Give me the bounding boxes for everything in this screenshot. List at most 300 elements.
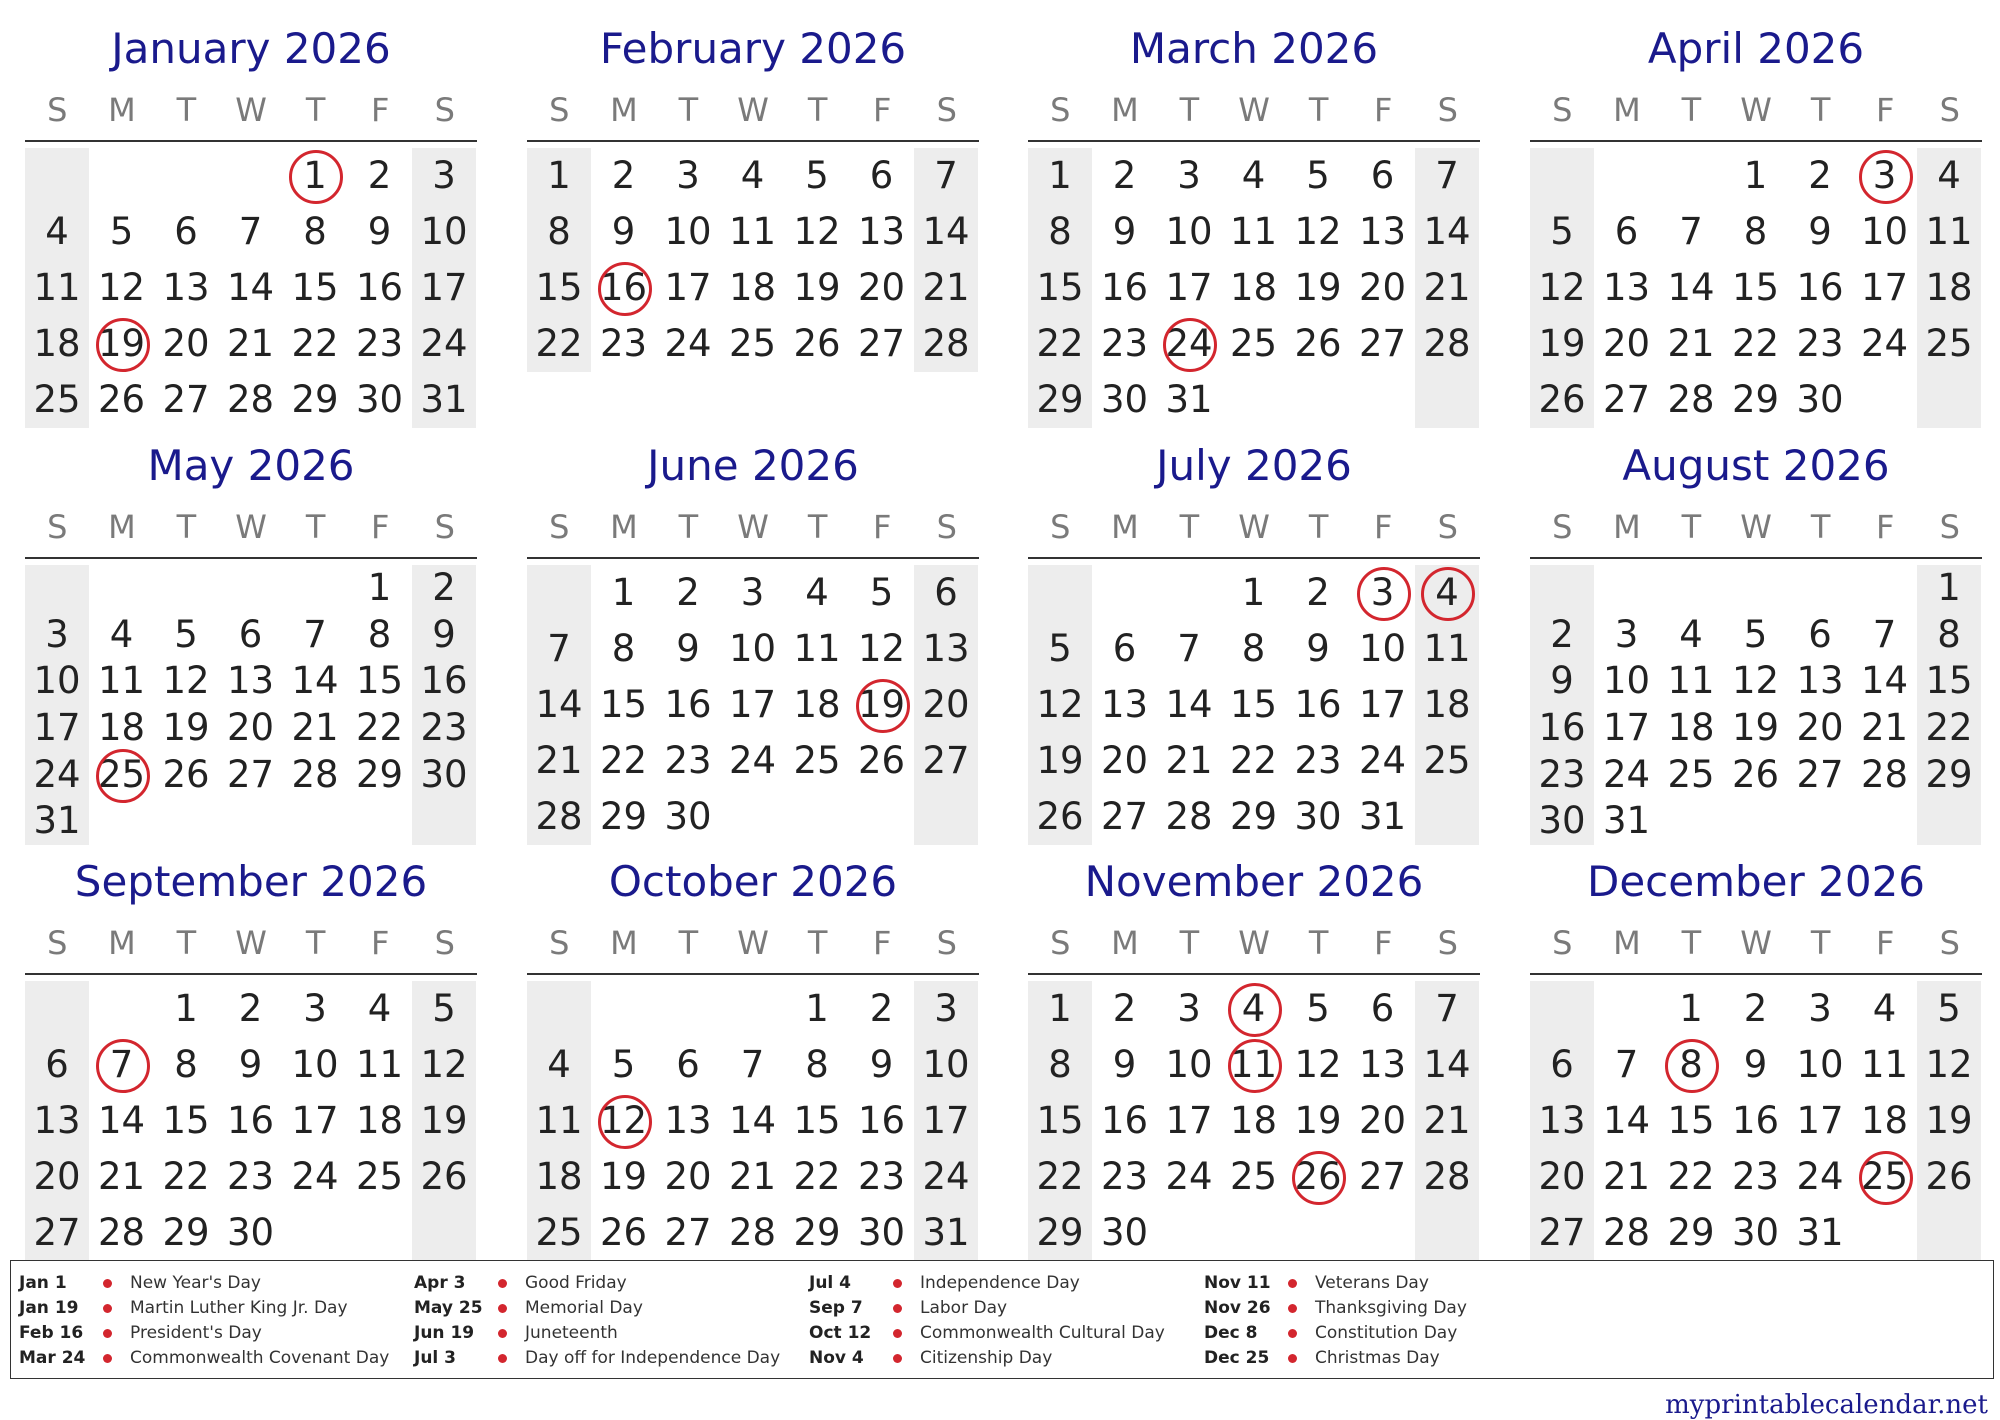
day-cell: 1 <box>805 987 829 1030</box>
day-cell: 8 <box>547 210 571 253</box>
day-cell: 14 <box>1860 659 1909 703</box>
day-cell: 10 <box>922 1043 970 1086</box>
weekday-header: T <box>1810 91 1831 129</box>
legend-holiday-name: Good Friday <box>525 1273 627 1293</box>
legend-item <box>809 1346 1199 1371</box>
weekday-header: S <box>936 91 957 129</box>
weekday-header: W <box>1238 924 1270 962</box>
day-cell: 13 <box>1796 659 1844 703</box>
day-cell: 12 <box>1294 210 1342 253</box>
weekday-header-row <box>527 499 979 555</box>
weekday-header: F <box>1373 508 1393 546</box>
day-cell: 17 <box>1165 1099 1213 1142</box>
weekday-header: S <box>1939 91 1960 129</box>
day-cell: 9 <box>367 210 392 253</box>
holiday-day-cell: 3 <box>1351 565 1415 621</box>
weekday-header: S <box>1437 508 1458 546</box>
legend-item <box>19 1296 409 1321</box>
day-cell: 18 <box>728 266 777 309</box>
day-cell: 5 <box>611 1043 636 1086</box>
day-cell: 15 <box>1229 683 1278 726</box>
weekday-header: T <box>1308 91 1329 129</box>
day-cell: 25 <box>728 322 777 365</box>
day-cell: 14 <box>226 266 275 309</box>
legend-item <box>809 1321 1199 1346</box>
weekday-header-row <box>25 82 477 138</box>
bullet-icon <box>498 1279 507 1288</box>
day-cell: 29 <box>1036 1211 1084 1254</box>
day-cell: 19 <box>1538 322 1586 365</box>
legend-column <box>414 1271 804 1371</box>
weekday-header: W <box>1238 508 1270 546</box>
weekday-header: W <box>737 91 769 129</box>
month-6 <box>527 435 979 838</box>
day-cell: 12 <box>1925 1043 1973 1086</box>
day-cell: 15 <box>162 1099 210 1142</box>
day-cell: 1 <box>367 566 392 609</box>
day-cell: 20 <box>1796 706 1844 749</box>
day-cell: 11 <box>728 210 777 253</box>
weekday-header: T <box>305 508 326 546</box>
weekday-header: W <box>235 91 267 129</box>
weekday-header: F <box>1875 91 1895 129</box>
day-cell: 18 <box>535 1155 583 1198</box>
day-cell: 23 <box>355 322 404 365</box>
day-cell: 13 <box>1358 1043 1407 1086</box>
legend-item <box>1204 1346 1594 1371</box>
day-cell: 30 <box>1538 799 1586 843</box>
bullet-icon <box>893 1354 902 1363</box>
day-cell: 12 <box>1538 266 1586 309</box>
day-cell: 2 <box>1112 987 1137 1030</box>
holiday-day-cell: 26 <box>1286 1149 1350 1205</box>
day-cell: 23 <box>1100 322 1149 365</box>
header-rule <box>25 557 477 559</box>
legend-holiday-name: Citizenship Day <box>920 1348 1053 1368</box>
legend-item <box>414 1296 804 1321</box>
day-cell: 22 <box>162 1155 210 1198</box>
legend-holiday-name: President's Day <box>130 1323 262 1343</box>
weekday-header: T <box>1810 924 1831 962</box>
day-cell: 3 <box>740 571 765 614</box>
day-cell: 22 <box>1667 1155 1715 1198</box>
day-cell: 10 <box>1796 1043 1844 1086</box>
day-cell: 23 <box>599 322 648 365</box>
day-cell: 14 <box>535 683 583 726</box>
weekday-header: T <box>678 924 699 962</box>
weekday-header: S <box>1552 924 1573 962</box>
day-cell: 17 <box>1796 1099 1844 1142</box>
month-12 <box>1530 851 1982 1254</box>
holiday-day-cell: 25 <box>1853 1149 1917 1205</box>
day-cell: 1 <box>547 154 571 197</box>
weekday-header: F <box>370 924 390 962</box>
day-cell: 17 <box>33 706 81 749</box>
day-cell: 21 <box>922 266 970 309</box>
legend-holiday-name: Day off for Independence Day <box>525 1348 781 1368</box>
day-cell: 15 <box>793 1099 841 1142</box>
day-cell: 24 <box>420 322 468 365</box>
day-cell: 16 <box>1100 1099 1149 1142</box>
day-cell: 6 <box>1370 154 1395 197</box>
day-cell: 11 <box>1925 210 1973 253</box>
legend-holiday-name: Christmas Day <box>1315 1348 1440 1368</box>
weekday-header: S <box>549 924 570 962</box>
holiday-day-cell: 16 <box>592 260 656 316</box>
day-cell: 15 <box>291 266 339 309</box>
day-cell: 5 <box>432 987 456 1030</box>
day-cell: 10 <box>664 210 712 253</box>
day-cell: 29 <box>599 795 648 838</box>
day-cell: 18 <box>1229 1099 1278 1142</box>
weekday-header: S <box>434 91 455 129</box>
day-cell: 16 <box>664 683 712 726</box>
day-cell: 19 <box>793 266 841 309</box>
weekday-header: S <box>1939 924 1960 962</box>
day-cell: 29 <box>291 378 339 421</box>
day-cell: 4 <box>547 1043 571 1086</box>
day-cell: 28 <box>1667 378 1715 421</box>
day-cell: 25 <box>1423 739 1471 782</box>
day-cell: 10 <box>291 1043 339 1086</box>
day-cell: 10 <box>1165 210 1213 253</box>
day-cell: 27 <box>664 1211 712 1254</box>
day-cell: 18 <box>1925 266 1973 309</box>
day-cell: 5 <box>869 571 894 614</box>
weekday-header: T <box>807 508 828 546</box>
month-10 <box>527 851 979 1254</box>
legend-date: Jan 1 <box>19 1273 67 1293</box>
day-cell: 17 <box>728 683 777 726</box>
day-cell: 27 <box>857 322 906 365</box>
month-title: May 2026 <box>147 441 355 490</box>
day-cell: 2 <box>1743 987 1768 1030</box>
weekday-header: F <box>370 508 390 546</box>
day-cell: 26 <box>1036 795 1084 838</box>
legend-column <box>809 1271 1199 1371</box>
day-cell: 1 <box>1048 154 1072 197</box>
day-cell: 22 <box>1036 322 1084 365</box>
weekday-header: F <box>872 924 892 962</box>
weekday-header: S <box>1939 508 1960 546</box>
day-cell: 31 <box>420 378 468 421</box>
day-cell: 16 <box>1100 266 1149 309</box>
day-cell: 20 <box>162 322 210 365</box>
day-cell: 3 <box>1177 154 1201 197</box>
day-cell: 5 <box>1743 612 1768 656</box>
day-cell: 8 <box>303 210 327 253</box>
day-cell: 20 <box>664 1155 712 1198</box>
bullet-icon <box>1288 1329 1297 1338</box>
day-cell: 27 <box>1538 1211 1586 1254</box>
weekday-header: W <box>737 508 769 546</box>
day-cell: 7 <box>740 1043 765 1086</box>
day-cell: 21 <box>1423 1099 1471 1142</box>
day-cell: 9 <box>1808 210 1832 253</box>
day-cell: 19 <box>1731 706 1780 749</box>
day-cell: 11 <box>1667 659 1715 703</box>
day-cell: 24 <box>922 1155 970 1198</box>
legend-date: Dec 8 <box>1204 1323 1258 1343</box>
weekday-header: T <box>1308 508 1329 546</box>
day-cell: 7 <box>1872 612 1897 656</box>
bullet-icon <box>498 1329 507 1338</box>
day-cell: 11 <box>1229 210 1278 253</box>
day-cell: 16 <box>1294 683 1342 726</box>
weekday-header: T <box>1681 924 1702 962</box>
legend-item <box>19 1271 409 1296</box>
weekday-header: T <box>1681 91 1702 129</box>
day-cell: 27 <box>922 739 970 782</box>
day-cell: 28 <box>1860 752 1909 796</box>
day-cell: 4 <box>45 210 69 253</box>
day-cell: 21 <box>1860 706 1909 749</box>
day-cell: 23 <box>664 739 712 782</box>
legend-date: Jan 19 <box>19 1298 79 1318</box>
day-cell: 24 <box>1165 1155 1213 1198</box>
day-cell: 15 <box>1036 266 1084 309</box>
month-title: January 2026 <box>111 24 391 73</box>
day-cell: 21 <box>1602 1155 1651 1198</box>
weekday-header: F <box>1373 924 1393 962</box>
day-cell: 2 <box>676 571 700 614</box>
weekday-header: T <box>1810 508 1831 546</box>
day-cell: 6 <box>869 154 894 197</box>
day-cell: 21 <box>1667 322 1715 365</box>
legend-date: Jul 4 <box>809 1273 852 1293</box>
day-cell: 31 <box>1358 795 1407 838</box>
day-cell: 18 <box>33 322 81 365</box>
day-cell: 18 <box>1667 706 1715 749</box>
legend-holiday-name: Thanksgiving Day <box>1315 1298 1467 1318</box>
day-cell: 6 <box>1112 627 1137 670</box>
day-cell: 18 <box>1423 683 1471 726</box>
month-title: June 2026 <box>647 441 859 490</box>
weekday-header: M <box>108 91 136 129</box>
day-cell: 11 <box>97 659 146 703</box>
weekday-header: T <box>1179 91 1200 129</box>
day-cell: 23 <box>1294 739 1342 782</box>
day-cell: 1 <box>1048 987 1072 1030</box>
weekday-header: T <box>807 91 828 129</box>
day-cell: 28 <box>922 322 970 365</box>
day-cell: 14 <box>728 1099 777 1142</box>
day-cell: 31 <box>922 1211 970 1254</box>
day-cell: 13 <box>1358 210 1407 253</box>
day-cell: 15 <box>599 683 648 726</box>
day-cell: 8 <box>611 627 636 670</box>
day-cell: 22 <box>355 706 404 749</box>
holiday-day-cell: 24 <box>1157 316 1221 372</box>
day-cell: 25 <box>793 739 841 782</box>
weekday-header: M <box>1613 924 1641 962</box>
day-cell: 7 <box>303 612 327 656</box>
site-url: myprintablecalendar.net <box>1665 1390 1988 1420</box>
month-4 <box>1530 18 1982 421</box>
day-cell: 23 <box>1538 752 1586 796</box>
day-cell: 25 <box>1229 322 1278 365</box>
day-cell: 6 <box>1808 612 1832 656</box>
weekday-header: S <box>1437 91 1458 129</box>
day-cell: 5 <box>1306 987 1330 1030</box>
day-cell: 9 <box>238 1043 263 1086</box>
header-rule <box>527 140 979 142</box>
day-cell: 27 <box>1358 322 1407 365</box>
day-cell: 10 <box>1358 627 1407 670</box>
day-cell: 17 <box>420 266 468 309</box>
day-cell: 4 <box>1679 612 1703 656</box>
day-cell: 28 <box>1602 1211 1651 1254</box>
day-cell: 30 <box>1796 378 1844 421</box>
day-cell: 8 <box>1937 612 1961 656</box>
day-cell: 29 <box>793 1211 841 1254</box>
day-cell: 17 <box>1358 683 1407 726</box>
weekday-header: S <box>47 508 68 546</box>
day-cell: 30 <box>420 752 468 796</box>
day-cell: 21 <box>1423 266 1471 309</box>
weekday-header: W <box>1238 91 1270 129</box>
day-cell: 12 <box>1731 659 1780 703</box>
weekday-header-row <box>1028 499 1480 555</box>
day-cell: 23 <box>1731 1155 1780 1198</box>
day-cell: 7 <box>934 154 958 197</box>
legend-item <box>1204 1321 1594 1346</box>
weekday-header: W <box>235 924 267 962</box>
legend-item <box>809 1296 1199 1321</box>
day-cell: 11 <box>535 1099 583 1142</box>
holiday-day-cell: 3 <box>1853 148 1917 204</box>
legend-holiday-name: Labor Day <box>920 1298 1008 1318</box>
legend-item <box>809 1271 1199 1296</box>
day-cell: 10 <box>1860 210 1909 253</box>
weekday-header-row <box>1530 82 1982 138</box>
day-cell: 27 <box>33 1211 81 1254</box>
day-cell: 16 <box>420 659 468 703</box>
day-cell: 30 <box>355 378 404 421</box>
day-cell: 20 <box>1358 266 1407 309</box>
day-cell: 24 <box>291 1155 339 1198</box>
weekday-header: M <box>1111 91 1139 129</box>
weekday-header-row <box>1530 499 1982 555</box>
day-cell: 14 <box>1423 210 1471 253</box>
day-cell: 24 <box>1358 739 1407 782</box>
month-title: February 2026 <box>599 24 907 73</box>
day-cell: 17 <box>922 1099 970 1142</box>
day-cell: 12 <box>793 210 841 253</box>
day-cell: 17 <box>291 1099 339 1142</box>
day-cell: 9 <box>1306 627 1330 670</box>
legend-holiday-name: Juneteenth <box>525 1323 618 1343</box>
day-cell: 24 <box>1796 1155 1844 1198</box>
weekday-header-row <box>527 915 979 971</box>
day-cell: 25 <box>535 1211 583 1254</box>
weekday-header: S <box>1050 508 1071 546</box>
legend-holiday-name: Independence Day <box>920 1273 1080 1293</box>
day-cell: 24 <box>664 322 712 365</box>
day-cell: 14 <box>1423 1043 1471 1086</box>
bullet-icon <box>103 1279 112 1288</box>
day-cell: 21 <box>226 322 275 365</box>
day-cell: 1 <box>1241 571 1266 614</box>
day-cell: 19 <box>1294 1099 1342 1142</box>
day-cell: 22 <box>535 322 583 365</box>
holiday-day-cell: 12 <box>592 1093 656 1149</box>
day-cell: 29 <box>355 752 404 796</box>
day-cell: 24 <box>1602 752 1651 796</box>
month-title: October 2026 <box>608 857 898 906</box>
day-cell: 28 <box>291 752 339 796</box>
weekday-header: S <box>47 91 68 129</box>
header-rule <box>1530 140 1982 142</box>
day-cell: 28 <box>728 1211 777 1254</box>
holiday-day-cell: 8 <box>1659 1037 1723 1093</box>
legend-item <box>414 1346 804 1371</box>
day-cell: 19 <box>599 1155 648 1198</box>
day-cell: 30 <box>226 1211 275 1254</box>
bullet-icon <box>1288 1304 1297 1313</box>
legend-date: Nov 26 <box>1204 1298 1271 1318</box>
day-cell: 3 <box>1808 987 1832 1030</box>
day-cell: 26 <box>162 752 210 796</box>
weekday-header-row <box>527 82 979 138</box>
day-cell: 8 <box>367 612 392 656</box>
weekday-header: T <box>1681 508 1702 546</box>
legend-date: Feb 16 <box>19 1323 84 1343</box>
header-rule <box>527 557 979 559</box>
day-cell: 28 <box>1423 1155 1471 1198</box>
legend-date: Dec 25 <box>1204 1348 1270 1368</box>
holiday-day-cell: 7 <box>90 1037 154 1093</box>
legend-holiday-name: Constitution Day <box>1315 1323 1458 1343</box>
day-cell: 12 <box>420 1043 468 1086</box>
bullet-icon <box>103 1329 112 1338</box>
day-cell: 23 <box>857 1155 906 1198</box>
weekday-header-row <box>1530 915 1982 971</box>
day-cell: 22 <box>599 739 648 782</box>
day-cell: 3 <box>432 154 456 197</box>
weekday-header: M <box>108 508 136 546</box>
legend-date: Nov 11 <box>1204 1273 1271 1293</box>
day-cell: 16 <box>355 266 404 309</box>
header-rule <box>1028 557 1480 559</box>
day-cell: 21 <box>291 706 339 749</box>
header-rule <box>1028 140 1480 142</box>
header-rule <box>527 973 979 975</box>
legend-holiday-name: Commonwealth Cultural Day <box>920 1323 1165 1343</box>
day-cell: 3 <box>45 612 69 656</box>
day-cell: 2 <box>367 154 392 197</box>
day-cell: 8 <box>1048 1043 1072 1086</box>
day-cell: 25 <box>1925 322 1973 365</box>
day-cell: 3 <box>934 987 958 1030</box>
weekday-header: S <box>1552 91 1573 129</box>
day-cell: 12 <box>857 627 906 670</box>
header-rule <box>1530 557 1982 559</box>
day-cell: 25 <box>1229 1155 1278 1198</box>
day-cell: 10 <box>728 627 777 670</box>
day-cell: 10 <box>1602 659 1651 703</box>
legend-date: Mar 24 <box>19 1348 86 1368</box>
day-cell: 18 <box>1860 1099 1909 1142</box>
legend-column <box>1204 1271 1594 1371</box>
holiday-day-cell: 19 <box>850 677 914 733</box>
day-cell: 19 <box>1294 266 1342 309</box>
weekday-header: T <box>1179 508 1200 546</box>
day-cell: 22 <box>1731 322 1780 365</box>
weekday-header-row <box>1028 915 1480 971</box>
day-cell: 15 <box>355 659 404 703</box>
legend-date: May 25 <box>414 1298 483 1318</box>
